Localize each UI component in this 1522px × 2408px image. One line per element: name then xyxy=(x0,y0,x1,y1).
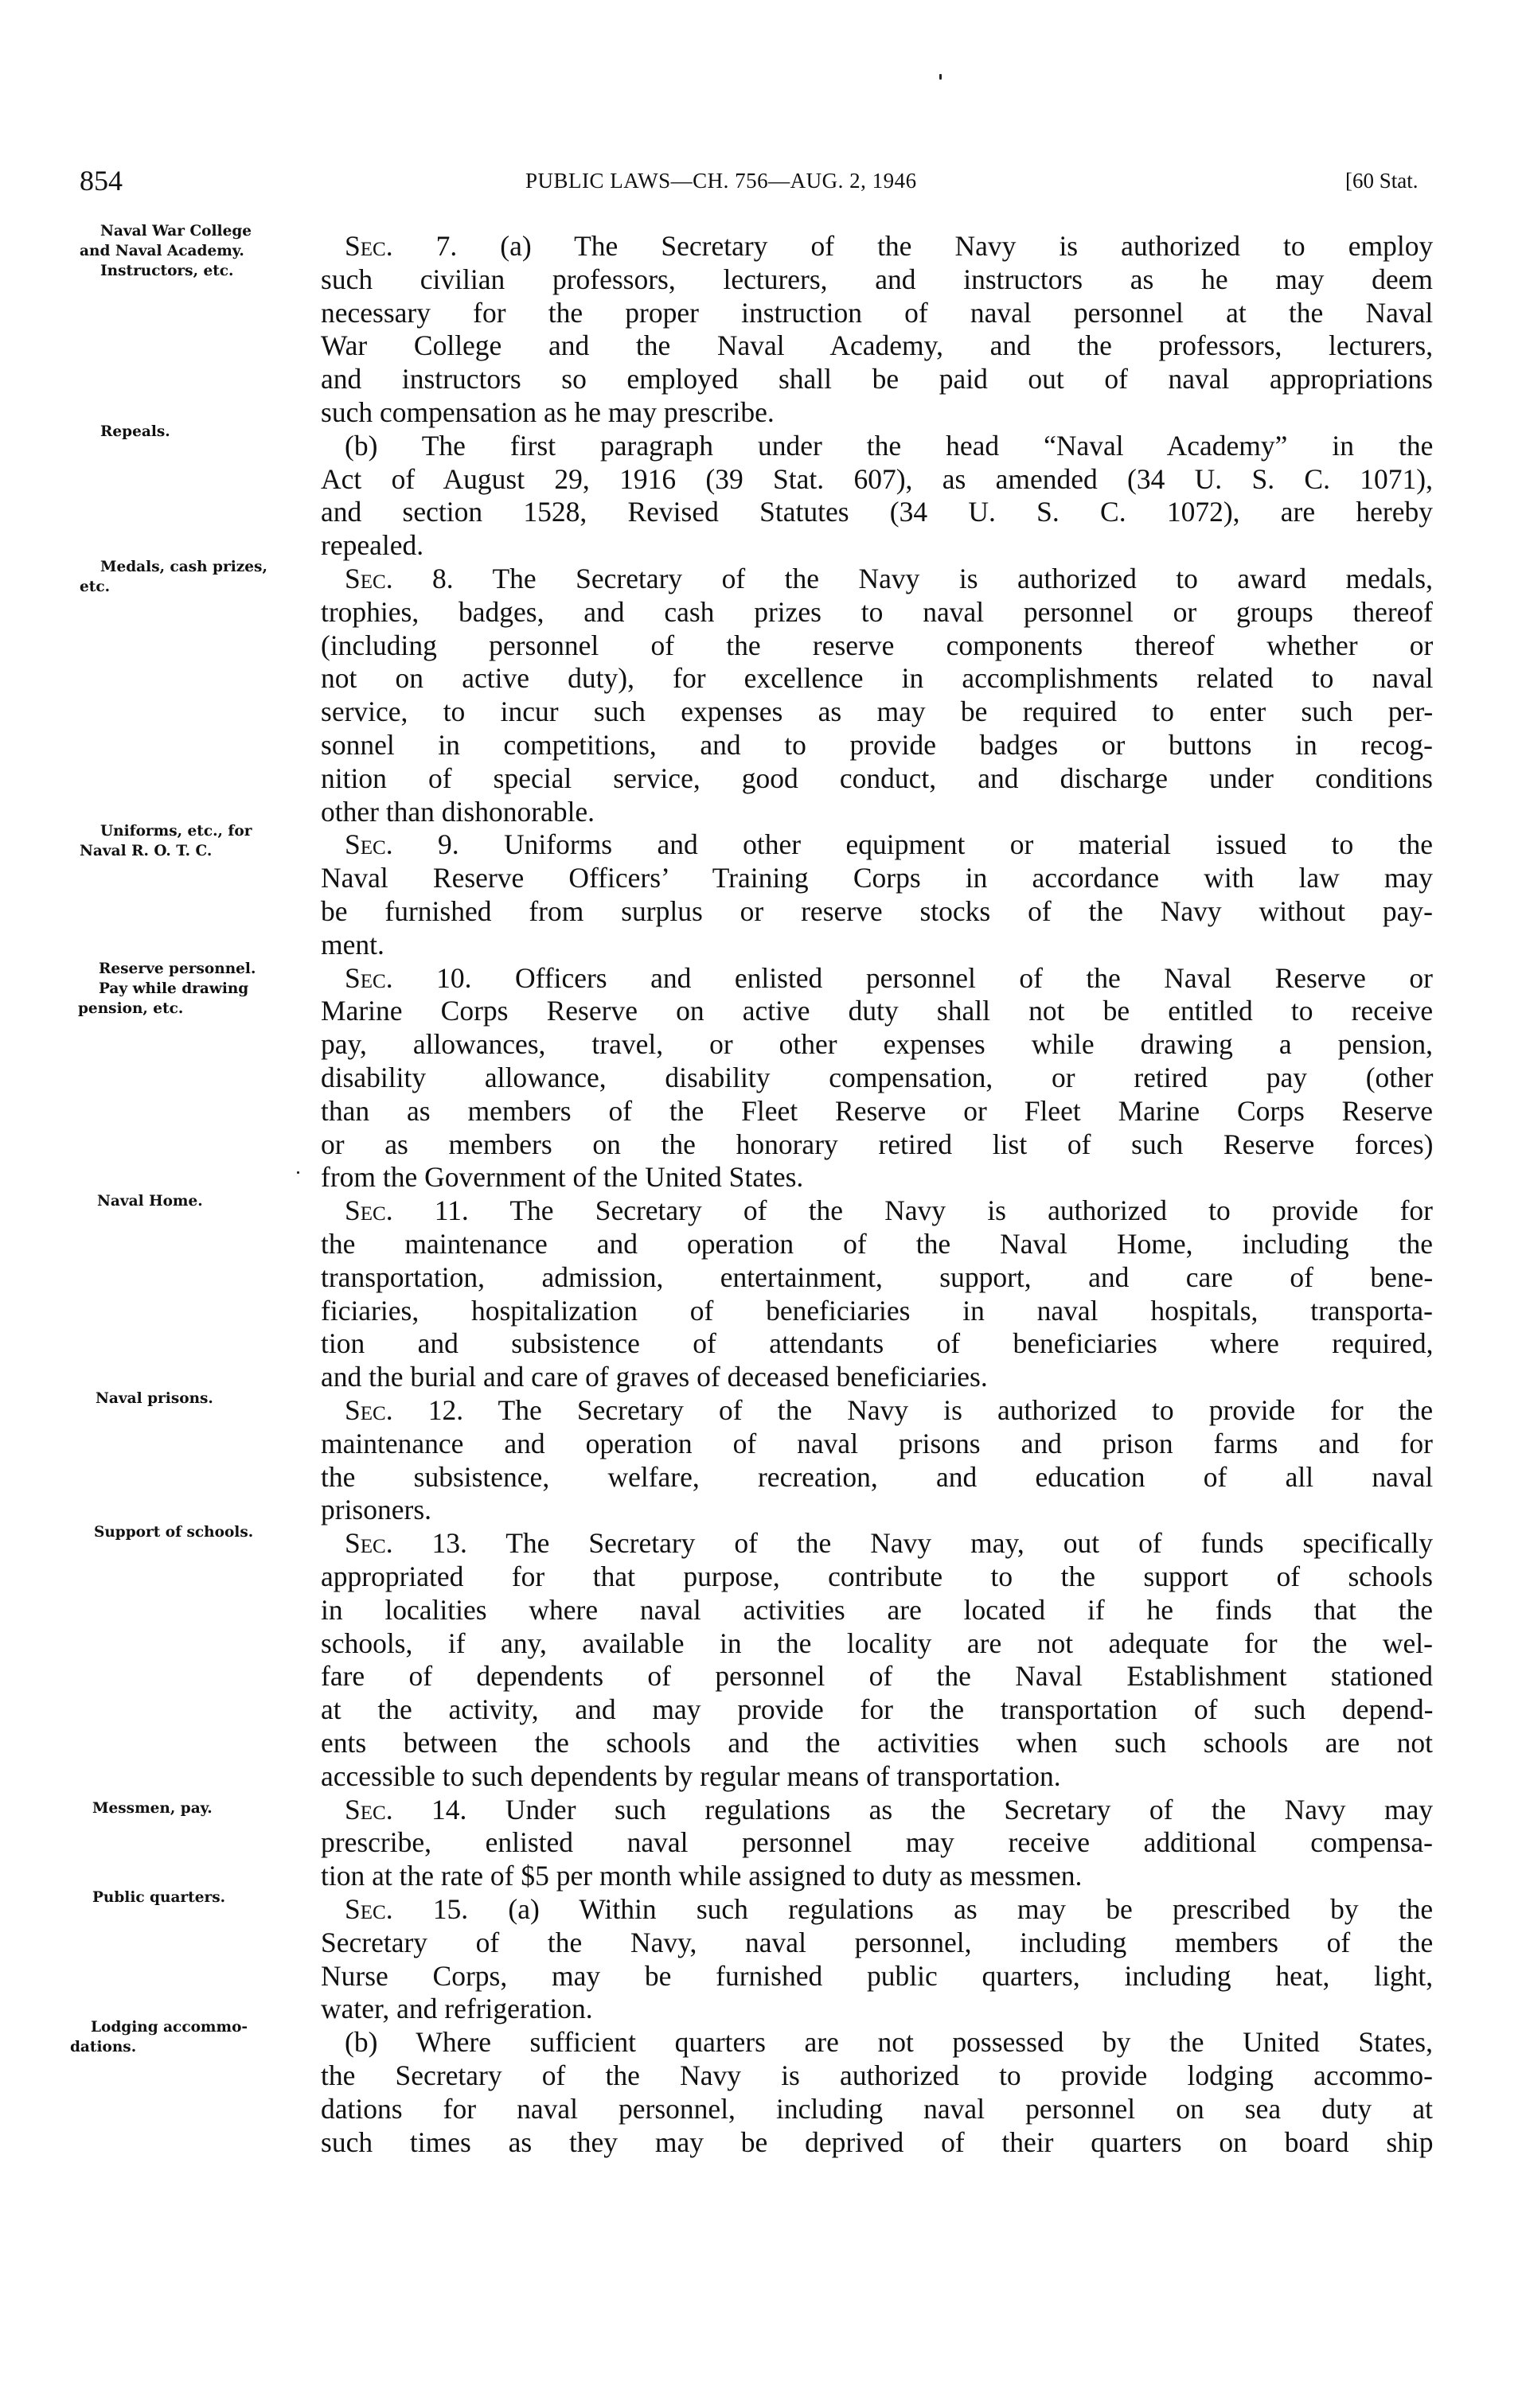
margin-note-line: Naval R. O. T. C. xyxy=(80,843,213,859)
margin-note xyxy=(80,221,252,281)
speck-mark xyxy=(939,74,942,80)
section-text: The Secretary of the Navy may, out of funds specifically xyxy=(466,1527,1434,1560)
text-line xyxy=(345,1194,1433,1227)
text-line: and section 1528, Revised Statutes (34 U. S. C. 1072), are hereby xyxy=(321,496,1433,528)
text-line: and instructors so employed shall be paid out of naval appropriations xyxy=(321,363,1433,395)
section-text: Under such regulations as the Secretary of the Navy may xyxy=(466,1793,1434,1825)
text-line: not on active duty), for excellence in accomplishments related to naval xyxy=(321,662,1434,695)
section-text: The Secretary of the Navy is authorized to provide for xyxy=(468,1194,1433,1227)
text-line: service, to incur such expenses as may be required to enter such per- xyxy=(321,696,1434,728)
margin-note-line: Reserve personnel. xyxy=(99,960,256,977)
text-line: such times as they may be deprived of their quarters on board ship xyxy=(321,2126,1434,2158)
text-line: dations for naval personnel, including naval personnel on sea duty at xyxy=(321,2092,1434,2125)
text-line: the maintenance and operation of the Naval Home, including the xyxy=(321,1228,1433,1260)
text-line: War College and the Naval Academy, and the professors, lecturers, xyxy=(321,329,1434,362)
text-line: at the activity, and may provide for the transportation of such depend- xyxy=(321,1693,1434,1726)
text-line: be furnished from surplus or reserve stocks of the Navy without pay- xyxy=(321,895,1433,927)
text-line xyxy=(345,961,1433,995)
text-line: Marine Corps Reserve on active duty shall not be entitled to receive xyxy=(321,995,1434,1027)
text-line: ment. xyxy=(321,928,384,960)
margin-note-line: Lodging accommo- xyxy=(91,2019,248,2036)
text-line xyxy=(345,1892,1433,1926)
margin-note xyxy=(100,422,170,442)
section-label: Sec. 12. xyxy=(345,1394,464,1426)
text-line: in localities where naval activities are located if he finds that the xyxy=(321,1593,1433,1626)
section-label: Sec. 13. xyxy=(345,1527,467,1560)
margin-note xyxy=(94,1522,253,1542)
text-line: accessible to such dependents by regular means of transportation. xyxy=(321,1759,1061,1792)
text-line: pay, allowances, travel, or other expenses while drawing a pension, xyxy=(321,1028,1433,1061)
volume-reference: [60 Stat. xyxy=(1345,169,1419,193)
section-label: Sec. 14. xyxy=(345,1793,467,1825)
text-line xyxy=(345,229,1433,263)
margin-note xyxy=(92,1798,213,1818)
margin-note-line: pension, etc. xyxy=(78,1000,184,1017)
margin-note-line: Support of schools. xyxy=(94,1524,254,1541)
text-line: or as members on the honorary retired list of such Reserve forces) xyxy=(321,1128,1434,1160)
text-line: Nurse Corps, may be furnished public quarters, including heat, light, xyxy=(321,1959,1434,1992)
text-line: Act of August 29, 1916 (39 Stat. 607), as amended (34 U. S. C. 1071), xyxy=(321,462,1433,495)
text-line xyxy=(345,1393,1433,1427)
text-line: appropriated for that purpose, contribute to the support of schools xyxy=(321,1561,1433,1592)
text-line: repealed. xyxy=(321,529,424,562)
text-line: (including personnel of the reserve components thereof whether or xyxy=(321,629,1434,661)
text-line xyxy=(345,1793,1433,1826)
section-label: Sec. 9. xyxy=(345,828,459,861)
margin-note-line: Pay while drawing xyxy=(99,980,249,997)
margin-note xyxy=(96,1389,213,1409)
text-line: fare of dependents of personnel of the Naval Establishment stationed xyxy=(321,1660,1433,1693)
section-text: Uniforms and other equipment or material issued to the xyxy=(459,828,1433,861)
margin-note-line: Public quarters. xyxy=(92,1889,226,1906)
text-line: Naval Reserve Officers’ Training Corps in accordance with law may xyxy=(321,862,1433,894)
text-line: sonnel in competitions, and to provide badges or buttons in recog- xyxy=(321,729,1433,761)
section-text: The Secretary of the Navy is authorized to award medals, xyxy=(453,563,1433,594)
margin-note-line: and Naval Academy. xyxy=(80,243,244,259)
text-line xyxy=(345,828,1433,861)
text-line: prescribe, enlisted naval personnel may receive additional compensa- xyxy=(321,1826,1433,1859)
margin-note-line: etc. xyxy=(80,579,111,595)
margin-note-line: Medals, cash prizes, xyxy=(100,559,267,575)
running-title: PUBLIC LAWS—CH. 756—AUG. 2, 1946 xyxy=(525,169,917,193)
margin-note-line: dations. xyxy=(70,2039,137,2055)
margin-note-line: Messmen, pay. xyxy=(92,1800,213,1817)
section-label: Sec. 8. xyxy=(345,563,454,594)
text-line: schools, if any, available in the locality are not adequate for the wel- xyxy=(321,1627,1433,1659)
margin-note xyxy=(78,959,256,1019)
text-line: prisoners. xyxy=(321,1494,432,1526)
text-line: maintenance and operation of naval prisons and prison farms and for xyxy=(321,1427,1433,1459)
section-label: Sec. 7. xyxy=(345,230,458,262)
section-label: Sec. 15. xyxy=(345,1893,469,1925)
section-text: (a) Within such regulations as may be prescribed by the xyxy=(468,1893,1434,1925)
margin-note-line: Repeals. xyxy=(100,423,170,440)
text-line xyxy=(345,1526,1433,1560)
text-line: the subsistence, welfare, recreation, and education of all naval xyxy=(321,1460,1434,1493)
text-line: ficiaries, hospitalization of beneficiaries in naval hospitals, transporta- xyxy=(321,1294,1433,1327)
text-line: ents between the schools and the activities when such schools are not xyxy=(321,1727,1433,1759)
margin-note-line: Naval War College xyxy=(100,223,252,240)
margin-note xyxy=(97,1191,203,1211)
text-line: transportation, admission, entertainment, support, and care of bene- xyxy=(321,1260,1434,1293)
speck-mark xyxy=(297,1171,299,1174)
margin-note xyxy=(80,821,252,861)
margin-note xyxy=(92,1888,225,1907)
text-line: other than dishonorable. xyxy=(321,795,595,828)
text-line: such civilian professors, lecturers, and instructors as he may deem xyxy=(321,263,1433,295)
section-text: Officers and enlisted personnel of the Naval Reserve or xyxy=(471,961,1433,994)
section-label: Sec. 10. xyxy=(345,961,472,994)
page-number: 854 xyxy=(80,165,123,197)
text-line: necessary for the proper instruction of naval personnel at the Naval xyxy=(321,296,1434,329)
text-line: (b) Where sufficient quarters are not possessed by the United States, xyxy=(345,2026,1433,2059)
text-line xyxy=(345,562,1433,595)
text-line: Secretary of the Navy, naval personnel, including members of the xyxy=(321,1926,1434,1958)
margin-note-line: Instructors, etc. xyxy=(100,263,234,279)
text-line: disability allowance, disability compensation, or retired pay (other xyxy=(321,1062,1434,1093)
margin-note-line: Uniforms, etc., for xyxy=(100,823,252,840)
text-line: nition of special service, good conduct, and discharge under conditions xyxy=(321,762,1433,794)
margin-note-line: Naval Home. xyxy=(97,1193,203,1210)
text-line: (b) The first paragraph under the head “Naval Academy” in the xyxy=(345,429,1434,462)
margin-note-line: Naval prisons. xyxy=(96,1390,213,1407)
section-text: The Secretary of the Navy is authorized to provide for the xyxy=(463,1394,1434,1426)
text-line: and the burial and care of graves of deceased beneficiaries. xyxy=(321,1361,988,1393)
section-text: (a) The Secretary of the Navy is authorized to employ xyxy=(457,230,1434,262)
text-line: from the Government of the United States. xyxy=(321,1161,804,1194)
text-line: than as members of the Fleet Reserve or Fleet Marine Corps Reserve xyxy=(321,1094,1433,1127)
text-line: such compensation as he may prescribe. xyxy=(321,396,775,428)
text-line: the Secretary of the Navy is authorized to provide lodging accommo- xyxy=(321,2059,1433,2091)
text-line: trophies, badges, and cash prizes to naval personnel or groups thereof xyxy=(321,595,1433,628)
margin-note xyxy=(80,557,267,597)
section-label: Sec. 11. xyxy=(345,1194,469,1227)
margin-note xyxy=(70,2017,248,2057)
text-line: water, and refrigeration. xyxy=(321,1993,593,2025)
text-line: tion at the rate of $5 per month while assigned to duty as messmen. xyxy=(321,1860,1083,1892)
text-line: tion and subsistence of attendants of beneficiaries where required, xyxy=(321,1327,1434,1360)
